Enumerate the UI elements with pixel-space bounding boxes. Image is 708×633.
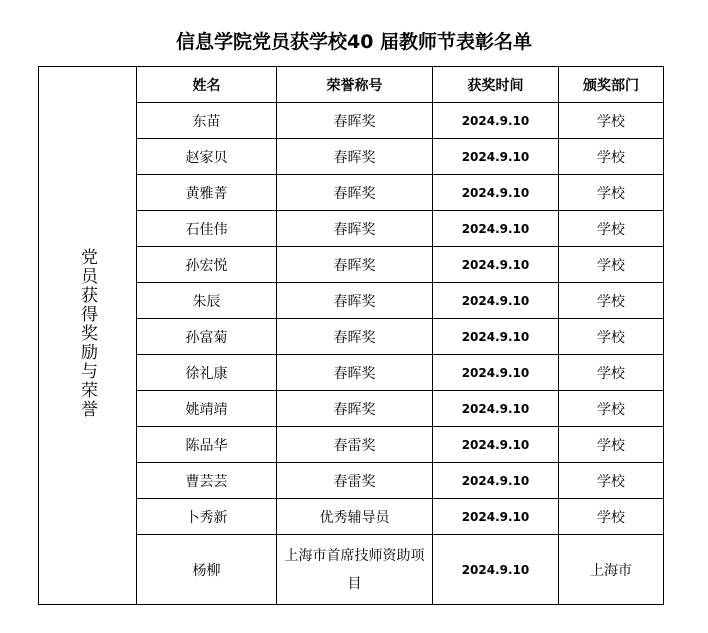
name-cell bbox=[137, 211, 277, 247]
name-cell bbox=[137, 499, 277, 535]
honor-cell bbox=[277, 319, 433, 355]
honor-cell bbox=[277, 139, 433, 175]
honor-cell bbox=[277, 391, 433, 427]
dept-cell bbox=[559, 211, 664, 247]
header-dept: 颁奖部门 bbox=[559, 67, 664, 103]
date-cell-text: 2024.9.10 bbox=[461, 365, 530, 380]
honor-cell-text: 春雷奖 bbox=[333, 437, 376, 454]
dept-cell-text: 学校 bbox=[597, 437, 625, 454]
date-cell bbox=[433, 103, 559, 139]
date-cell bbox=[433, 319, 559, 355]
honor-cell-text: 春晖奖 bbox=[333, 149, 376, 166]
date-cell bbox=[433, 499, 559, 535]
name-cell-text: 赵家贝 bbox=[185, 149, 228, 166]
honor-cell bbox=[277, 211, 433, 247]
name-cell-text: 卜秀新 bbox=[185, 509, 228, 526]
dept-cell bbox=[559, 535, 664, 605]
date-cell-text: 2024.9.10 bbox=[461, 257, 530, 272]
date-cell bbox=[433, 355, 559, 391]
date-cell bbox=[433, 247, 559, 283]
dept-cell bbox=[559, 499, 664, 535]
name-cell bbox=[137, 247, 277, 283]
dept-cell-text: 学校 bbox=[597, 293, 625, 310]
honor-cell-text: 春晖奖 bbox=[333, 113, 376, 130]
honor-cell-text: 春晖奖 bbox=[333, 365, 376, 382]
honor-cell bbox=[277, 355, 433, 391]
dept-cell-text: 学校 bbox=[597, 257, 625, 274]
honor-cell-text: 春晖奖 bbox=[333, 293, 376, 310]
date-cell-text: 2024.9.10 bbox=[461, 221, 530, 236]
honors-table bbox=[38, 66, 664, 605]
name-cell-text: 孙富菊 bbox=[185, 329, 228, 346]
name-cell-text: 陈品华 bbox=[185, 437, 228, 454]
category-cell bbox=[39, 67, 137, 605]
dept-cell bbox=[559, 247, 664, 283]
dept-cell-text: 学校 bbox=[597, 185, 625, 202]
honor-cell-text: 春晖奖 bbox=[333, 329, 376, 346]
honor-cell bbox=[277, 247, 433, 283]
name-cell bbox=[137, 283, 277, 319]
honor-cell-text: 春雷奖 bbox=[333, 473, 376, 490]
date-cell bbox=[433, 139, 559, 175]
name-cell bbox=[137, 319, 277, 355]
honor-cell-text: 春晖奖 bbox=[333, 257, 376, 274]
date-cell-text: 2024.9.10 bbox=[461, 149, 530, 164]
dept-cell bbox=[559, 463, 664, 499]
honor-cell bbox=[277, 427, 433, 463]
dept-cell-text: 学校 bbox=[597, 509, 625, 526]
header-name: 姓名 bbox=[137, 67, 277, 103]
dept-cell bbox=[559, 283, 664, 319]
dept-cell bbox=[559, 175, 664, 211]
honor-cell bbox=[277, 175, 433, 211]
honor-cell bbox=[277, 463, 433, 499]
honor-cell-text: 优秀辅导员 bbox=[319, 509, 390, 526]
header-honor: 荣誉称号 bbox=[277, 67, 433, 103]
date-cell bbox=[433, 535, 559, 605]
date-cell-text: 2024.9.10 bbox=[461, 293, 530, 308]
date-cell-text: 2024.9.10 bbox=[461, 437, 530, 452]
dept-cell bbox=[559, 355, 664, 391]
honor-cell bbox=[277, 283, 433, 319]
honor-cell-text: 上海市首席技师资助项目 bbox=[284, 547, 425, 592]
honor-cell-text: 春晖奖 bbox=[333, 401, 376, 418]
dept-cell bbox=[559, 103, 664, 139]
name-cell-text: 石佳伟 bbox=[185, 221, 228, 238]
name-cell bbox=[137, 391, 277, 427]
name-cell-text: 曹芸芸 bbox=[185, 473, 228, 490]
date-cell-text: 2024.9.10 bbox=[461, 185, 530, 200]
name-cell bbox=[137, 463, 277, 499]
date-cell bbox=[433, 391, 559, 427]
dept-cell-text: 上海市 bbox=[590, 562, 632, 579]
date-cell-text: 2024.9.10 bbox=[461, 562, 530, 577]
date-cell-text: 2024.9.10 bbox=[461, 113, 530, 128]
header-row bbox=[39, 67, 664, 103]
dept-cell bbox=[559, 391, 664, 427]
name-cell-text: 杨柳 bbox=[192, 562, 221, 579]
honor-cell-text: 春晖奖 bbox=[333, 185, 376, 202]
dept-cell bbox=[559, 319, 664, 355]
date-cell-text: 2024.9.10 bbox=[461, 329, 530, 344]
name-cell-text: 徐礼康 bbox=[185, 365, 228, 382]
document-title: 信息学院党员获学校40 届教师节表彰名单 bbox=[175, 31, 533, 53]
dept-cell-text: 学校 bbox=[597, 221, 625, 238]
honor-cell bbox=[277, 103, 433, 139]
date-cell-text: 2024.9.10 bbox=[461, 509, 530, 524]
name-cell bbox=[137, 103, 277, 139]
name-cell bbox=[137, 535, 277, 605]
dept-cell-text: 学校 bbox=[597, 149, 625, 166]
honor-cell-text: 春晖奖 bbox=[333, 221, 376, 238]
name-cell-text: 黄雅菁 bbox=[185, 185, 228, 202]
name-cell bbox=[137, 355, 277, 391]
date-cell bbox=[433, 427, 559, 463]
dept-cell-text: 学校 bbox=[597, 113, 625, 130]
dept-cell bbox=[559, 139, 664, 175]
name-cell-text: 东苗 bbox=[192, 113, 221, 130]
date-cell-text: 2024.9.10 bbox=[461, 473, 530, 488]
category-label: 党员获得奖励与荣誉 bbox=[77, 248, 97, 419]
dept-cell bbox=[559, 427, 664, 463]
date-cell bbox=[433, 175, 559, 211]
dept-cell-text: 学校 bbox=[597, 473, 625, 490]
dept-cell-text: 学校 bbox=[597, 329, 625, 346]
date-cell bbox=[433, 211, 559, 247]
honor-cell bbox=[277, 499, 433, 535]
header-date: 获奖时间 bbox=[433, 67, 559, 103]
dept-cell-text: 学校 bbox=[597, 401, 625, 418]
dept-cell-text: 学校 bbox=[597, 365, 625, 382]
date-cell bbox=[433, 283, 559, 319]
name-cell-text: 姚靖靖 bbox=[185, 401, 228, 418]
name-cell-text: 孙宏悦 bbox=[185, 257, 228, 274]
date-cell bbox=[433, 463, 559, 499]
name-cell bbox=[137, 175, 277, 211]
name-cell bbox=[137, 139, 277, 175]
date-cell-text: 2024.9.10 bbox=[461, 401, 530, 416]
honor-cell bbox=[277, 535, 433, 605]
name-cell-text: 朱辰 bbox=[192, 293, 221, 310]
name-cell bbox=[137, 427, 277, 463]
